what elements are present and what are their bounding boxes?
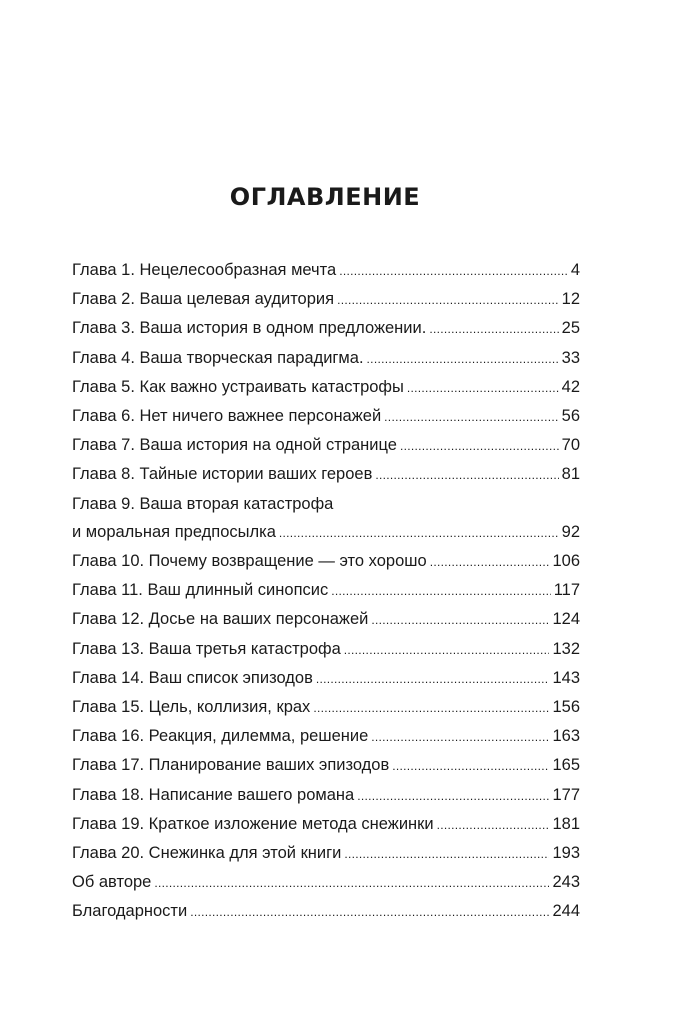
dot-leader [331, 577, 550, 605]
toc-entry-label: Глава 8. Тайные истории ваших героев [72, 465, 373, 484]
toc-entry-page: 243 [552, 873, 580, 892]
toc-entry-page: 81 [561, 465, 580, 484]
dot-leader [357, 782, 549, 810]
toc-entry-page: 193 [552, 844, 580, 863]
page-title: ОГЛАВЛЕНИЕ [229, 183, 421, 211]
toc-entry-chapter-12 [72, 605, 580, 634]
toc-entry-chapter-18 [72, 781, 580, 810]
toc-entry-label: Глава 3. Ваша история в одном предложении. [72, 319, 427, 338]
toc-entry-page: 33 [561, 348, 580, 367]
toc-entry-label: Глава 12. Досье на ваших персонажей [72, 610, 369, 629]
toc-entry-chapter-9 [72, 490, 580, 547]
dot-leader [429, 315, 558, 343]
toc-entry-label: Глава 16. Реакция, дилемма, решение [72, 727, 369, 746]
toc-entry-page: 56 [561, 407, 580, 426]
toc-entry-page: 106 [552, 552, 580, 571]
toc-entry-page: 156 [552, 698, 580, 717]
dot-leader [316, 665, 550, 693]
dot-leader [400, 432, 559, 460]
toc-entry-label-line-1: Глава 9. Ваша вторая катастрофа [72, 494, 334, 513]
toc-entry-label: Глава 6. Нет ничего важнее персонажей [72, 407, 382, 426]
toc-entry-chapter-16 [72, 722, 580, 751]
toc-entry-page: 163 [552, 727, 580, 746]
toc-entry-acknowledgements [72, 897, 580, 926]
dot-leader [344, 636, 550, 664]
toc-entry-label: Глава 1. Нецелесообразная мечта [72, 261, 337, 279]
toc-entry-label: Глава 13. Ваша третья катастрофа [72, 639, 341, 658]
toc-entry-chapter-1 [72, 256, 580, 285]
toc-entry-label: и моральная предпосылка [72, 522, 276, 541]
dot-leader [337, 286, 559, 314]
toc-entry-chapter-7 [72, 431, 580, 460]
toc-entry-chapter-14 [72, 664, 580, 693]
toc-entry-label: Глава 7. Ваша история на одной странице [72, 436, 397, 455]
toc-entry-label: Глава 5. Как важно устраивать катастрофы [72, 377, 404, 396]
toc-entry-page: 143 [552, 668, 580, 687]
toc-entry-page: 177 [552, 785, 580, 804]
toc-entry-chapter-2 [72, 285, 580, 314]
dot-leader [437, 811, 550, 839]
toc-entry-chapter-5 [72, 373, 580, 402]
toc-entry-label: Глава 2. Ваша целевая аудитория [72, 290, 335, 309]
toc-entry-label: Благодарности [72, 902, 188, 921]
toc-entry-page: 42 [561, 377, 580, 396]
toc-entry-chapter-17 [72, 751, 580, 780]
toc-entry-page: 132 [552, 639, 580, 658]
table-of-contents [72, 256, 580, 927]
toc-entry-label: Глава 15. Цель, коллизия, крах [72, 698, 311, 717]
toc-entry-label: Глава 17. Планирование ваших эпизодов [72, 756, 390, 775]
toc-entry-chapter-19 [72, 810, 580, 839]
toc-entry-label: Глава 18. Написание вашего романа [72, 785, 355, 804]
toc-entry-chapter-20 [72, 839, 580, 868]
toc-entry-label: Глава 4. Ваша творческая парадигма. [72, 348, 364, 367]
dot-leader [190, 898, 549, 926]
dot-leader [430, 548, 550, 576]
toc-entry-label: Глава 11. Ваш длинный синопсис [72, 581, 329, 600]
dot-leader [375, 461, 558, 489]
toc-entry-page: 165 [552, 756, 580, 775]
dot-leader [154, 869, 549, 897]
toc-entry-page: 12 [561, 290, 580, 309]
toc-entry-label: Глава 20. Снежинка для этой книги [72, 844, 342, 863]
dot-leader [392, 752, 549, 780]
toc-entry-chapter-8 [72, 460, 580, 489]
dot-leader [339, 257, 568, 285]
toc-entry-chapter-3 [72, 314, 580, 343]
dot-leader [371, 723, 549, 751]
toc-entry-label: Глава 14. Ваш список эпизодов [72, 668, 313, 687]
toc-entry-about-author [72, 868, 580, 897]
dot-leader [407, 374, 559, 402]
toc-entry-page: 181 [552, 814, 580, 833]
dot-leader [279, 519, 559, 547]
toc-entry-label: Об авторе [72, 873, 152, 892]
toc-entry-label: Глава 19. Краткое изложение метода снежинки [72, 814, 434, 833]
toc-entry-page: 70 [561, 436, 580, 455]
toc-entry-page: 25 [561, 319, 580, 338]
dot-leader [344, 840, 549, 868]
toc-entry-page: 117 [553, 581, 580, 600]
toc-entry-chapter-10 [72, 547, 580, 576]
dot-leader [313, 694, 549, 722]
toc-entry-chapter-13 [72, 635, 580, 664]
dot-leader [384, 403, 558, 431]
dot-leader [367, 345, 559, 373]
toc-entry-chapter-15 [72, 693, 580, 722]
toc-entry-chapter-11 [72, 576, 580, 605]
toc-entry-chapter-4 [72, 344, 580, 373]
toc-entry-page: 92 [561, 522, 580, 541]
toc-entry-page: 4 [570, 261, 580, 279]
dot-leader [371, 606, 549, 634]
toc-entry-page: 124 [552, 610, 580, 629]
toc-entry-page: 244 [552, 902, 580, 921]
toc-entry-label: Глава 10. Почему возвращение — это хорошо [72, 552, 427, 571]
toc-entry-chapter-6 [72, 402, 580, 431]
